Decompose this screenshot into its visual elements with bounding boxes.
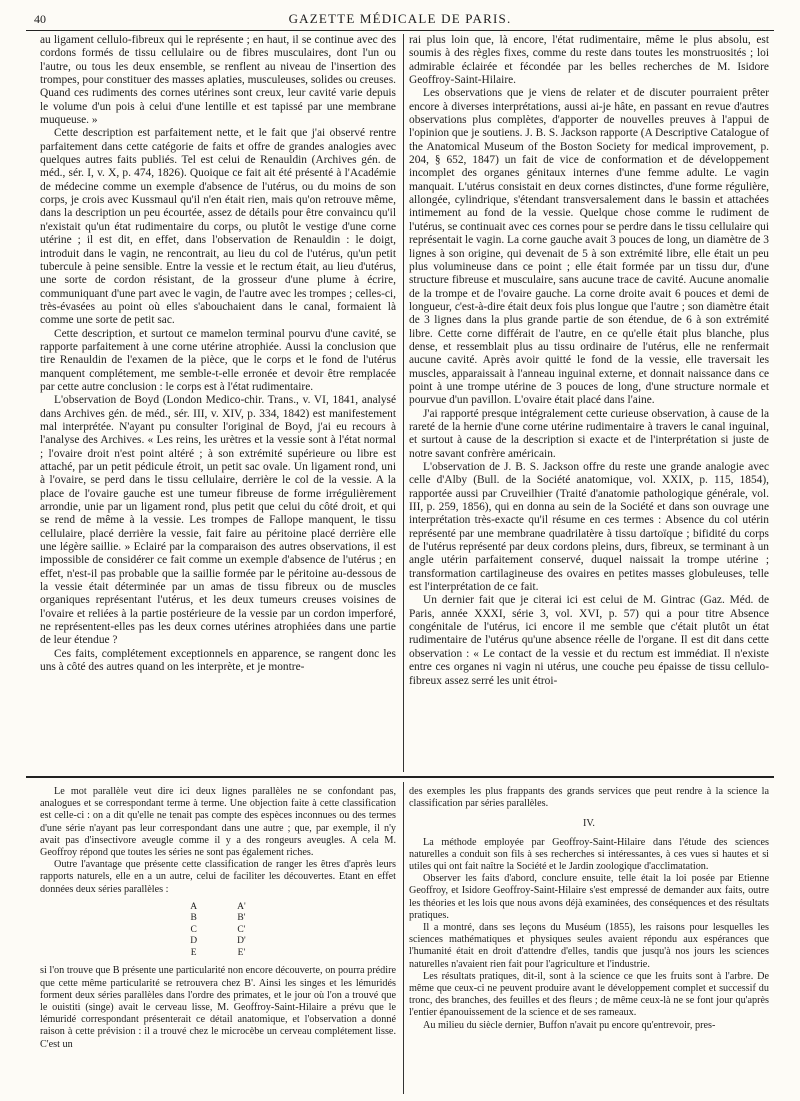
paragraph: si l'on trouve que B présente une particularité non encore découverte, on pourra prédire que cette même particularité se retrouvera chez B'. Ainsi les singes et les lémuridés forment deux séries parallèles dans l'ordre des primates, et le jour où l'on a trouvé que le ouistiti (singe) avait le cerveau lisse, M. Geoffroy-Saint-Hilaire a prévu que le lémuridé correspondant présenterait ce détail anatomique, et l'observation a donné raison à cette prévision : il a trouvé chez le microcèbe un cerveau complétement lisse. C'est un xyxy=(40,965,396,1050)
article-column-left xyxy=(40,34,396,770)
paragraph: des exemples les plus frappants des grands services que peut rendre à la science la classification par séries parallèles. xyxy=(409,786,769,810)
series-term: B' xyxy=(237,913,246,924)
series-term: C xyxy=(190,924,197,935)
column-divider xyxy=(403,782,404,1094)
column-divider xyxy=(403,34,404,772)
feuilleton-column-left xyxy=(40,786,396,1094)
paragraph: Le mot parallèle veut dire ici deux lignes parallèles ne se confondant pas, analogues et se correspondant terme à terme. Une objection faite à cette classification est celle-ci : on a dit qu'elle ne tenait pas compte des espèces inconnues ou des termes d'une série n'ayant pas leur correspondant dans une autre ; que, par exemple, il n'y avait pas d'insectivore aveugle comme il y a des rongeurs aveugles. A cela M. Geoffroy répond que toutes les séries ne sont pas également riches. xyxy=(40,786,396,859)
article-column-right xyxy=(409,34,769,770)
series-a xyxy=(190,902,197,960)
page-header xyxy=(26,10,774,31)
journal-title: GAZETTE MÉDICALE DE PARIS. xyxy=(288,11,512,26)
series-term: A xyxy=(190,901,198,912)
page-number: 40 xyxy=(34,12,46,26)
series-term: D' xyxy=(237,936,246,947)
series-term: E' xyxy=(237,947,246,958)
paragraph: Au milieu du siècle dernier, Buffon n'avait pu encore qu'entrevoir, pres- xyxy=(423,1019,716,1031)
paragraph: Un dernier fait que je citerai ici est celui de M. Gintrac (Gaz. Méd. de Paris, année XXXI, série 3, vol. XVI, p. 57) qui a pour titre Absence congénitale de l'utérus, ici encore il me semble que c'était plutôt un état rudimentaire de l'utérus qu'une absence réelle de l'organe. Il est dit dans cette observation : « Le contact de la vessie et du rectum est immédiat. Il n'existe entre ces organes ni vagin ni utérus, une couche peu épaisse de tissu cellulo-fibreux assez serré les unit étroi- xyxy=(409,594,769,687)
series-term: B xyxy=(190,913,197,924)
paragraph: Les résultats pratiques, dit-il, sont à la science ce que les fruits sont à l'arbre. De même que ceux-ci ne peuvent produire avant le développement complet et successif du tronc, des branches, des feuilles et des fleurs ; de même ceux-là ne se font jour qu'après l'entier épanouissement de la science et de ses rameaux. xyxy=(409,970,769,1019)
paragraph: au ligament cellulo-fibreux qui le représente ; en haut, il se continue avec des cordons formés de tissu cellulaire ou de fibres musculaires, dont l'un ou l'autre, ou tous les deux ensemble, se renflent au niveau de l'insertion des trompes, pour constituer des masses aplaties, musculeuses, solides ou creuses. Quand ces rudiments des cornes utérines sont creux, leur cavité varie depuis le volume d'un pois à celui d'une lentille et est tapissé par une membrane muqueuse. » xyxy=(40,34,396,127)
section-number: IV. xyxy=(583,818,595,830)
feuilleton-column-right xyxy=(409,786,769,1094)
paragraph: L'observation de J. B. S. Jackson offre du reste une grande analogie avec celle d'Alby (Bull. de la Société anatomique, vol. XXIX, p. 115, 1854), rapportée aussi par Cruveilhier (Traité d'anatomie pathologique générale, vol. III, p. 259, 1856), qui en donna au sein de la Société et dans son ouvrage une interprétation très-exacte qu'il résume en ces termes : Absence du col utérin représenté par une membrane quadrilatère à tissu dartoïque ; bifidité du corps de l'utérus représenté par deux cordons pleins, durs, fibreux, se terminant à un angle utérin parfaitement conservé, duquel naissait la trompe utérine ; transformation cartilagineuse des ovaires en petites masses globuleuses, telle est l'interprétation de ce fait. xyxy=(409,461,769,594)
series-term: D xyxy=(190,936,198,947)
paragraph: Il a montré, dans ses leçons du Muséum (1855), les raisons pour lesquelles les sciences mathématiques et physiques seules avaient répondu aux espérances que l'humanité était en droit d'attendre d'elles, tandis que jusqu'à nos jours les sciences naturelles n'avaient rien fait pour l'agriculture et l'industrie. xyxy=(409,922,769,970)
feuilleton-divider xyxy=(26,776,774,778)
paragraph: Outre l'avantage que présente cette classification de ranger les êtres d'après leurs rapports naturels, elle en a un autre, celui de faciliter les découvertes. Etant en effet données deux séries parallèles : xyxy=(40,859,396,895)
parallel-series xyxy=(40,902,396,960)
series-b xyxy=(237,902,246,960)
paragraph: Cette description, et surtout ce mamelon terminal pourvu d'une cavité, se rapporte parfaitement à une corne utérine atrophiée. Aussi la conclusion que tire Renauldin de l'examen de la pièce, que le corps et le fond de l'utérus manquent complétement, me semble-t-elle erronée et devoir être remplacée par cette autre conclusion : le corps est à l'état rudimentaire. xyxy=(40,327,396,393)
series-term: C' xyxy=(237,924,246,935)
paragraph: La méthode employée par Geoffroy-Saint-Hilaire dans l'étude des sciences naturelles a conduit son fils à ses recherches si intéressantes, à ces vues si hautes et si utiles qui ont fait naître la Société et le Jardin zoologique d'acclimatation. xyxy=(409,836,769,873)
paragraph: Cette description est parfaitement nette, et le fait que j'ai observé rentre parfaitement dans cette catégorie de faits et offre de grandes analogies avec quelques autres faits publiés. Tel est celui de Renauldin (Archives gén. de méd., sér. I, v. X, p. 474, 1826). Quoique ce fait ait été présenté à l'Académie de médecine comme un exemple d'absence de l'utérus, ou du moins de son corps, je crois avec Kussmaul qu'il n'en était rien, mais qu'on retrouve même, dans la description un peu écourtée, assez de détails pour être convaincu qu'il n'existait qu'un état rudimentaire du corps, ou plutôt le vestige d'une corne utérine ; il est dit, en effet, dans l'observation de Renauldin : le doigt, introduit dans le vagin, ne rencontrait, au lieu du col de l'utérus, qu'un petit tubercule à peine sensible. Entre la vessie et le rectum était, au lieu d'utérus, une sorte de cordon résistant, de la grosseur d'une plume à écrire, communiquant d'une part avec le vagin, de l'autre avec les trompes ; celles-ci, très-évasées au point où elles s'abouchaient dans le canal, formaient là comme une sorte de petit sac. xyxy=(40,127,396,327)
series-term: A' xyxy=(237,901,246,912)
series-term: E xyxy=(190,947,197,958)
paragraph: rai plus loin que, là encore, l'état rudimentaire, même le plus absolu, est soumis à des règles fixes, comme du reste dans toutes les monstruosités ; loi admirable éclairée et fécondée par les belles recherches de M. Isidore Geoffroy-Saint-Hilaire. xyxy=(409,34,769,87)
paragraph: Observer les faits d'abord, conclure ensuite, telle était la loi posée par Etienne Geoffroy, et Isidore Geoffroy-Saint-Hilaire s'est empressé de demander aux faits, outre les théories et les lois que nous avons déjà examinées, des conséquences et des résultats pratiques. xyxy=(409,873,769,921)
paragraph: Les observations que je viens de relater et de discuter pourraient prêter encore à diverses interprétations, aussi ai-je hâte, en passant en revue d'autres observations plus complètes, d'apporter de nouvelles preuves à l'appui de l'opinion que je soutiens. J. B. S. Jackson rapporte (A Descriptive Catalogue of the Anatomical Museum of the Boston Society for medical improvement, p. 204, § 652, 1847) un fait de vice de conformation et de développement incomplet des organes génitaux internes d'une femme adulte. Le vagin manquait. L'utérus consistait en deux cornes distinctes, d'une forme régulière, allongée, cylindrique, s'étendant transversalement dans le bassin et attachées intimement au fond de la vessie. Quelque chose comme le rudiment de l'utérus, se continuait avec ces cornes pour se perdre dans le tissu cellulaire qui représentait le vagin. La corne gauche avait 3 pouces de long, un diamètre de 3 lignes à son origine, qui devenait de 5 à son extrémité libre, elle était un peu plus volumineuse dans ce point ; elle était formée par un tissu dur, d'une structure fibreuse et musculaire, sans aucune trace de cavité. Aucune anomalie de la trompe et de l'ovaire gauche. La corne droite avait 6 pouces et demi de longueur, c'est-à-dire était deux fois plus longue que l'autre ; son diamètre était de 3 lignes dans la plus grande partie de son étendue, de 6 à son extrémité libre. Cette corne différait de l'autre, en ce qu'elle était plus blanche, plus dense, et ressemblait plus au tissu ordinaire de l'utérus, elle ne renfermait aucune cavité. Après avoir quitté le fond de la vessie, elle traversait les muscles, apparaissait à l'anneau inguinal externe, et donnait naissance dans ce point à une trompe utérine de 3 pouces de long, d'une structure normale et pourvue d'un pavillon. L'ovaire était placé dans l'aine. xyxy=(409,87,769,407)
paragraph: J'ai rapporté presque intégralement cette curieuse observation, à cause de la rareté de la hernie d'une corne utérine rudimentaire à travers le canal inguinal, et surtout à cause de la description si exacte et de l'interprétation si juste de notre savant confrère américain. xyxy=(409,407,769,460)
paragraph: L'observation de Boyd (London Medico-chir. Trans., v. VI, 1841, analysé dans Archives gén. de méd., sér. III, v. XIV, p. 334, 1842) est manifestement mal interprétée. N'ayant pu consulter l'original de Boyd, j'ai eu recours à l'analyse des Archives. « Les reins, les urètres et la vessie sont à l'état normal ; l'ovaire droit n'est point altéré ; à son extrémité supérieure ou libre est attaché, par un petit pédicule étroit, un petit sac ovale. Un ligament rond, uni à l'ovaire, se perd dans le tissu cellulaire, derrière le col de la vessie. A la place de l'ovaire gauche est une tumeur fibreuse de forme irrégulièrement arrondie, unie par un ligament rond, plus petit que celui du côté droit, et qui se rend de même à la vessie. Les trompes de Fallope manquent, le tissu cellulaire, placé derrière la vessie, fait faire au péritoine placé derrière elle une légère saillie. » Eclairé par la comparaison des autres observations, il est impossible de considérer ce fait comme un exemple d'absence de l'utérus ; en effet, n'est-il pas probable que la saillie formée par le péritoine au-dessous de la vessie était déterminée par un amas de tissu fibreux ou de muscles organiques représentant l'utérus, et les deux tumeurs creuses voisines de l'ovaire et reliées à la partie postérieure de la vessie par un cordon imperforé, ne représentent-elles pas les deux cornes utérines atrophiées dans une partie de leur étendue ? xyxy=(40,394,396,647)
paragraph: Ces faits, complétement exceptionnels en apparence, se rangent donc les uns à côté des autres quand on les interprète, et je montre- xyxy=(40,647,396,674)
